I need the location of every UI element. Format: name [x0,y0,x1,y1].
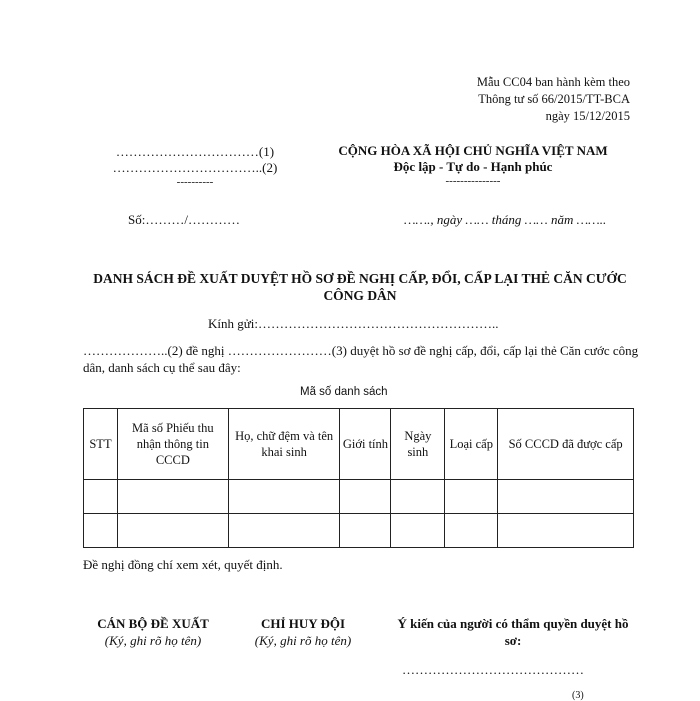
date-line [404,212,606,228]
table-cell[interactable] [340,514,391,548]
national-motto: Độc lập - Tự do - Hạnh phúc [393,159,553,174]
body-paragraph: ………………..(2) đề nghị ……………………(3) duyệt hồ sơ đề nghị cấp, đổi, cấp lại thẻ Căn cước công dân, danh sách cụ thể sau đây: [83,343,639,375]
form-note-line-2: Thông tư số 66/2015/TT-BCA [478,92,630,106]
header-issue-type: Loại cấp [445,409,498,480]
form-note-line-1: Mẫu CC04 ban hành kèm theo [476,75,630,89]
request-line: Đề nghị đồng chí xem xét, quyết định. [83,557,283,572]
form-note [430,74,630,125]
table-cell[interactable] [498,514,634,548]
commander-title: CHỈ HUY ĐỘI [260,616,346,631]
approver-title: Ý kiến của người có thẩm quyền duyệt hồ sơ: [397,616,629,648]
table-cell[interactable] [117,480,228,514]
table-row [84,514,634,548]
table-cell[interactable] [340,480,391,514]
approver-footnote-mark: (3) [572,690,584,701]
table-row [84,480,634,514]
document-number: Số:………/………… [128,212,240,227]
commander-note: (Ký, ghi rõ họ tên) [254,633,352,648]
agency-line-1: ……………………………(1) [115,144,275,159]
signature-commander [232,615,374,649]
form-note-line-3: ngày 15/12/2015 [545,109,630,123]
signature-proposer [78,615,228,649]
proposer-note: (Ký, ghi rõ họ tên) [104,633,202,648]
header-gender: Giới tính [340,409,391,480]
table-cell[interactable] [391,480,445,514]
agency-header [100,144,290,188]
table-cell[interactable] [391,514,445,548]
header-issued-id-number: Số CCCD đã được cấp [498,409,634,480]
header-full-name: Họ, chữ đệm và tên khai sinh [228,409,340,480]
table-cell[interactable] [117,514,228,548]
approver-blank-line: …………………………………… [402,662,584,677]
agency-line-2: ……………………………..(2) [112,160,278,175]
header-receipt-code: Mã số Phiếu thu nhận thông tin CCCD [117,409,228,480]
table-cell[interactable] [228,514,340,548]
header-stt: STT [84,409,118,480]
agency-divider: ---------- [176,176,214,188]
table-cell[interactable] [445,480,498,514]
document-title: DANH SÁCH ĐỀ XUẤT DUYỆT HỒ SƠ ĐỀ NGHỊ CẤP, ĐỔI, CẤP LẠI THẺ CĂN CƯỚC CÔNG DÂN [93,271,627,303]
table-cell[interactable] [228,480,340,514]
proposer-title: CÁN BỘ ĐỀ XUẤT [97,616,209,631]
table-cell[interactable] [84,514,118,548]
national-header [318,143,628,187]
header-birth-date: Ngày sinh [391,409,445,480]
table-cell[interactable] [84,480,118,514]
table-header-row [84,409,634,480]
recipient-line: Kính gửi:……………………………………………….. [208,316,499,331]
applicant-table [83,408,634,548]
national-title: CỘNG HÒA XÃ HỘI CHỦ NGHĨA VIỆT NAM [338,143,608,158]
national-divider: --------------- [445,175,501,187]
table-cell[interactable] [498,480,634,514]
date-line-text: ……., ngày …… tháng …… năm …….. [404,212,607,227]
list-code-label: Mã số danh sách [300,386,388,398]
table-cell[interactable] [445,514,498,548]
signature-approver [388,615,638,649]
